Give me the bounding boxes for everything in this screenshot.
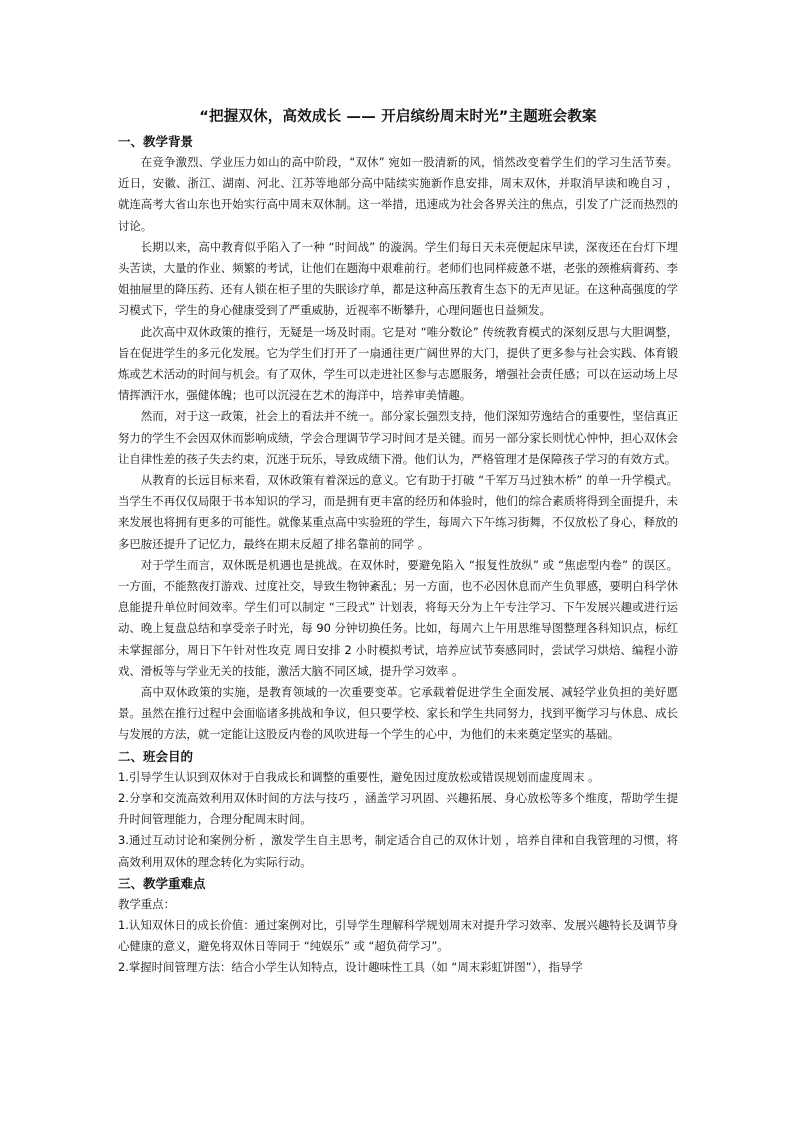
list-item: 1.认知双休日的成长价值：通过案例对比，引导学生理解科学规划周末对提升学习效率、发展兴趣特长及调节身心健康的意义，避免将双休日等同于 “纯娱乐” 或 “超负荷学习”。 bbox=[118, 917, 678, 954]
list-item: 1.引导学生认识到双休对于自我成长和调整的重要性，避免因过度放松或错误规划而虚度周末 。 bbox=[118, 769, 600, 784]
document-body bbox=[118, 106, 678, 979]
paragraph: 此次高中双休政策的推行，无疑是一场及时雨。它是对 “唯分数论” 传统教育模式的深刻反思与大胆调整，旨在促进学生的多元化发展。它为学生们打开了一扇通往更广阔世界的大门，提供了更多参与社会实践、体育锻炼或艺术活动的时间与机会。有了双休，学生可以走进社区参与志愿服务，增强社会责任感；可以在运动场上尽情挥洒汗水，强健体魄；也可以沉浸在艺术的海洋中，培养审美情趣。 bbox=[118, 324, 678, 403]
list-item: 2.掌握时间管理方法：结合小学生认知特点，设计趣味性工具（如 “周末彩虹饼图”），指导学 bbox=[118, 960, 583, 975]
paragraph: 在竞争激烈、学业压力如山的高中阶段，“双休” 宛如一股清新的风，悄然改变着学生们的学习生活节奏。近日，安徽、浙江、湖南、河北、江苏等地部分高中陆续实施新作息安排，周末双休，并取消早读和晚自习 ，就连高考大省山东也开始实行高中周末双休制。这一举措，迅速成为社会各界关注的焦点，引发了广泛而热烈的讨论。 bbox=[118, 155, 678, 233]
list-item: 3.通过互动讨论和案例分析 ，激发学生自主思考，制定适合自己的双休计划 ，培养自律和自我管理的习惯，将高效利用双休的理念转化为实际行动。 bbox=[118, 833, 678, 869]
paragraph: 长期以来，高中教育似乎陷入了一种 “时间战” 的漩涡。学生们每日天未亮便起床早读，深夜还在台灯下埋头苦读，大量的作业、频繁的考试，让他们在题海中艰难前行。老师们也同样疲惫不堪，老张的颈椎病膏药、李姐抽屉里的降压药、还有人锁在柜子里的失眠诊疗单，都是这种高压教育生态下的无声见证。在这种高强度的学习模式下，学生的身心健康受到了严重威胁，近视率不断攀升，心理问题也日益频发。 bbox=[118, 239, 678, 318]
paragraph: 然而，对于这一政策，社会上的看法并不统一。部分家长强烈支持，他们深知劳逸结合的重要性，坚信真正努力的学生不会因双休而影响成绩，学会合理调节学习时间才是关键。而另一部分家长则忧心忡忡，担心双休会让自律性差的孩子失去约束，沉迷于玩乐，导致成绩下滑。他们认为，严格管理才是保障孩子学习的有效方式。 bbox=[118, 409, 678, 466]
paragraph: 从教育的长远目标来看，双休政策有着深远的意义。它有助于打破 “千军万马过独木桥” 的单一升学模式。当学生不再仅仅局限于书本知识的学习，而是拥有更丰富的经历和体验时，他们的综合素质将得到全面提升，未来发展也将拥有更多的可能性。就像某重点高中实验班的学生，每周六下午练习街舞，不仅放松了身心，释放的多巴胺还提升了记忆力，最终在期末反超了排名靠前的同学 。 bbox=[118, 473, 678, 551]
section-heading-key-points: 三、教学重难点 bbox=[118, 875, 206, 891]
paragraph: 高中双休政策的实施，是教育领域的一次重要变革。它承载着促进学生全面发展、减轻学业负担的美好愿景。虽然在推行过程中会面临诸多挑战和争议，但只要学校、家长和学生共同努力，找到平衡学习与休息、成长与发展的方法，就一定能让这股反内卷的风吹进每一个学生的心中，为他们的未来奠定坚实的基础。 bbox=[118, 685, 678, 742]
paragraph: 对于学生而言，双休既是机遇也是挑战。在双休时，要避免陷入 “报复性放纵” 或 “焦虑型内卷” 的误区。一方面，不能熬夜打游戏、过度社交，导致生物钟紊乱；另一方面，也不必因休息而产生负罪感，要明白科学休息能提升单位时间效率。学生们可以制定 “三段式” 计划表，将每天分为上午专注学习、下午发展兴趣或进行运动、晚上复盘总结和享受亲子时光，每 90 分钟切换任务。比如，每周六上午用思维导图整理各科知识点，标红未掌握部分，周日下午针对性攻克 周日安排 2 小时模拟考试，培养应试节奏感同时，尝试学习烘焙、编程小游戏、滑板等与学业无关的技能，激活大脑不同区域，提升学习效率 。 bbox=[118, 557, 678, 678]
section-heading-purpose: 二、班会目的 bbox=[118, 748, 194, 764]
key-points-label: 教学重点： bbox=[118, 896, 175, 911]
document-title: “把握双休，高效成长 —— 开启缤纷周末时光”主题班会教案 bbox=[199, 109, 597, 125]
list-item: 2.分享和交流高效利用双休时间的方法与技巧 ，涵盖学习巩固、兴趣拓展、身心放松等多个维度，帮助学生提升时间管理能力，合理分配周末时间。 bbox=[118, 790, 678, 827]
section-heading-background: 一、教学背景 bbox=[118, 134, 194, 149]
